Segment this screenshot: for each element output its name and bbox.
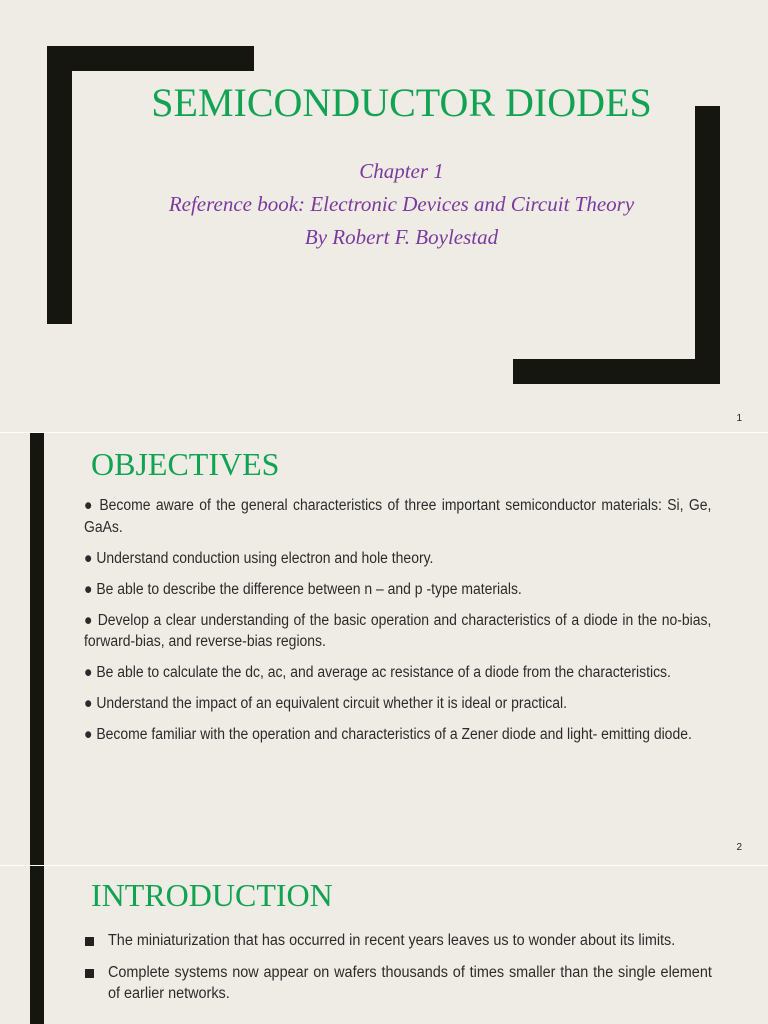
slide-title: SEMICONDUCTOR DIODES [151,80,652,125]
list-item-text: Complete systems now appear on wafers thousands of times smaller than the single element of earlier networks. [108,963,712,1002]
list-item-text: Become aware of the general characteristics of three important semiconductor materials: Si, Ge, GaAs. [84,497,712,536]
list-item-text: Be able to calculate the dc, ac, and average ac resistance of a diode from the characteristics. [96,664,671,681]
slide-3-introduction [0,866,768,1024]
list-item [84,610,711,653]
list-item [84,724,711,746]
bullet-dot-icon: ● [84,695,93,712]
list-item-text: Understand conduction using electron and hole theory. [96,549,434,567]
bullet-dot-icon: ● [84,580,93,598]
list-item [84,548,711,570]
square-bullet-icon [85,937,94,946]
list-item [84,495,711,538]
list-item [84,579,711,601]
list-item-text: Develop a clear understanding of the basic operation and characteristics of a diode in the no-bias, forward-bias, and reverse-bias regions. [84,611,712,650]
bullet-dot-icon: ● [84,549,93,567]
list-item-text: Be able to describe the difference between n – and p -type materials. [96,580,522,598]
list-item-text: Become familiar with the operation and characteristics of a Zener diode and light- emitting diode. [96,726,692,743]
slide-2-objectives [0,433,768,865]
list-item [84,662,711,684]
introduction-heading: INTRODUCTION [91,877,333,913]
slide-1-title [0,0,768,432]
left-accent-bar [30,433,44,865]
frame-bar-bottom-right-horizontal [513,359,720,384]
bullet-dot-icon: ● [84,497,94,514]
author-line: By Robert F. Boylestad [304,225,499,249]
list-item [84,693,711,715]
chapter-label: Chapter 1 [359,159,444,183]
bullet-dot-icon: ● [84,664,93,681]
bullet-dot-icon: ● [84,611,94,629]
bullet-dot-icon: ● [84,726,93,743]
objectives-list [84,495,712,755]
reference-book-line: Reference book: Electronic Devices and Circuit Theory [168,192,635,216]
square-bullet-icon [85,969,94,978]
page-number: 2 [736,842,742,853]
objectives-heading: OBJECTIVES [91,446,280,482]
list-item-text: Understand the impact of an equivalent circuit whether it is ideal or practical. [96,695,567,712]
frame-bar-top-left-horizontal [47,46,254,71]
page-number: 1 [736,413,742,424]
introduction-list [84,930,712,1015]
list-item-text: The miniaturization that has occurred in recent years leaves us to wonder about its limits. [108,932,676,949]
list-item [84,962,712,1005]
list-item [84,930,712,952]
left-accent-bar [30,866,44,1024]
